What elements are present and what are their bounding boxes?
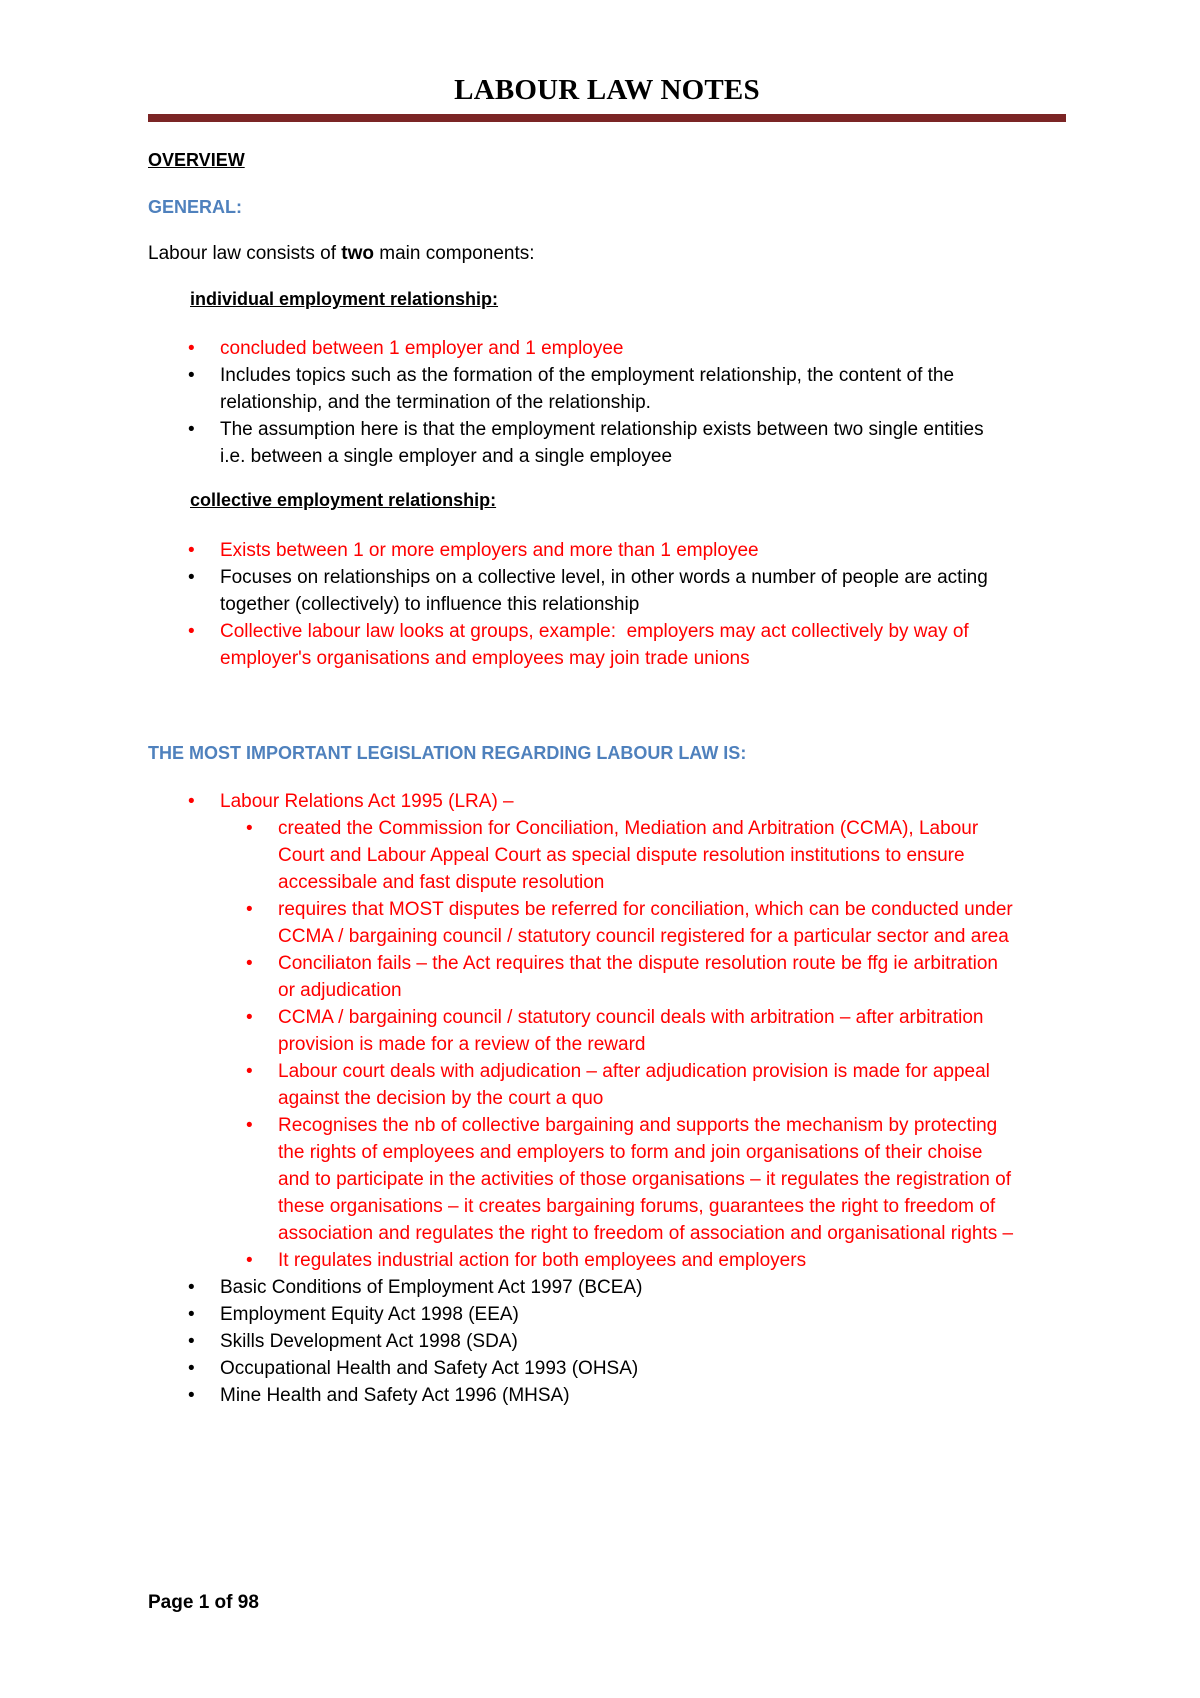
list-item-lra [148, 788, 1066, 1274]
collective-list [148, 537, 1066, 672]
bullet-icon: • [188, 1277, 195, 1298]
sub-list-item [220, 1112, 1066, 1247]
sub-list-item [220, 815, 1066, 896]
sub-list-item-text: created the Commission for Conciliation, Mediation and Arbitration (CCMA), Labour Court and Labour Appeal Court as special dispute resolution institutions to ensure accessibale and fast dispute resolution [278, 818, 979, 893]
bullet-icon: • [246, 1061, 253, 1082]
bullet-icon: • [246, 1007, 253, 1028]
list-item-text: Basic Conditions of Employment Act 1997 (BCEA) [220, 1277, 643, 1298]
bullet-icon: • [188, 567, 195, 588]
bullet-icon: • [188, 1304, 195, 1325]
bullet-icon: • [188, 540, 195, 561]
general-heading: GENERAL: [148, 197, 242, 217]
bullet-icon: • [188, 419, 195, 440]
legislation-list [148, 788, 1066, 1409]
list-item [148, 1274, 1066, 1301]
sub-list-item-text: It regulates industrial action for both employees and employers [278, 1250, 807, 1271]
list-item [148, 1301, 1066, 1328]
title-rule [148, 114, 1066, 122]
bullet-icon: • [246, 818, 253, 839]
page-number: Page 1 of 98 [148, 1592, 259, 1613]
lra-sublist [220, 815, 1066, 1274]
bullet-icon: • [188, 1385, 195, 1406]
sub-list-item [220, 1247, 1066, 1274]
list-item [148, 335, 1066, 362]
list-item [148, 1355, 1066, 1382]
list-item-text: Employment Equity Act 1998 (EEA) [220, 1304, 519, 1325]
individual-heading: individual employment relationship: [190, 289, 499, 309]
list-item [148, 564, 1066, 618]
document-title: LABOUR LAW NOTES [454, 74, 760, 106]
list-item-text: Skills Development Act 1998 (SDA) [220, 1331, 518, 1352]
list-item [148, 362, 1066, 416]
list-item [148, 618, 1066, 672]
bullet-icon: • [246, 953, 253, 974]
bullet-icon: • [188, 621, 195, 642]
overview-heading: OVERVIEW [148, 150, 245, 170]
sub-list-item [220, 950, 1066, 1004]
list-item [148, 1328, 1066, 1355]
sub-list-item-text: Labour court deals with adjudication – after adjudication provision is made for appeal against the decision by the court a quo [278, 1061, 990, 1109]
list-item-text: concluded between 1 employer and 1 employee [220, 338, 624, 359]
list-item [148, 1382, 1066, 1409]
list-item-text: The assumption here is that the employment relationship exists between two single entities i.e. between a single employer and a single employee [220, 419, 984, 467]
bullet-icon: • [188, 791, 195, 812]
list-item-text: Focuses on relationships on a collective level, in other words a number of people are acting together (collectively) to influence this relationship [220, 567, 988, 615]
sub-list-item-text: Recognises the nb of collective bargaining and supports the mechanism by protecting the rights of employees and employers to form and join organisations of their choise and to participate in the activities of those organisations – it regulates the registration of these organisations – it creates bargaining forums, guarantees the right to freedom of association and regulates the right to freedom of association and organisational rights – [278, 1115, 1014, 1244]
list-item-text: Exists between 1 or more employers and more than 1 employee [220, 540, 759, 561]
bullet-icon: • [188, 365, 195, 386]
bullet-icon: • [188, 1331, 195, 1352]
list-item [148, 537, 1066, 564]
bullet-icon: • [246, 1115, 253, 1136]
bullet-icon: • [188, 1358, 195, 1379]
intro-pre: Labour law consists of [148, 243, 342, 264]
list-item [148, 416, 1066, 470]
intro-post: main components: [373, 243, 535, 264]
list-item-text: Occupational Health and Safety Act 1993 (OHSA) [220, 1358, 639, 1379]
list-item-text: Labour Relations Act 1995 (LRA) – [220, 791, 514, 812]
sub-list-item [220, 1058, 1066, 1112]
list-item-text: Collective labour law looks at groups, example: employers may act collectively by way of employer's organisations and employees may join trade unions [220, 621, 969, 669]
sub-list-item [220, 1004, 1066, 1058]
individual-list [148, 335, 1066, 470]
sub-list-item [220, 896, 1066, 950]
sub-list-item-text: Conciliaton fails – the Act requires that the dispute resolution route be ffg ie arbitration or adjudication [278, 953, 998, 1001]
collective-heading: collective employment relationship: [190, 490, 497, 510]
legislation-heading: THE MOST IMPORTANT LEGISLATION REGARDING LABOUR LAW IS: [148, 743, 747, 763]
intro-paragraph [148, 240, 535, 267]
sub-list-item-text: CCMA / bargaining council / statutory council deals with arbitration – after arbitration provision is made for a review of the reward [278, 1007, 984, 1055]
sub-list-item-text: requires that MOST disputes be referred for conciliation, which can be conducted under CCMA / bargaining council / statutory council registered for a particular sector and area [278, 899, 1013, 947]
list-item-text: Includes topics such as the formation of the employment relationship, the content of the relationship, and the termination of the relationship. [220, 365, 955, 413]
bullet-icon: • [246, 1250, 253, 1271]
bullet-icon: • [188, 338, 195, 359]
bullet-icon: • [246, 899, 253, 920]
intro-bold: two [341, 243, 374, 264]
list-item-text: Mine Health and Safety Act 1996 (MHSA) [220, 1385, 570, 1406]
